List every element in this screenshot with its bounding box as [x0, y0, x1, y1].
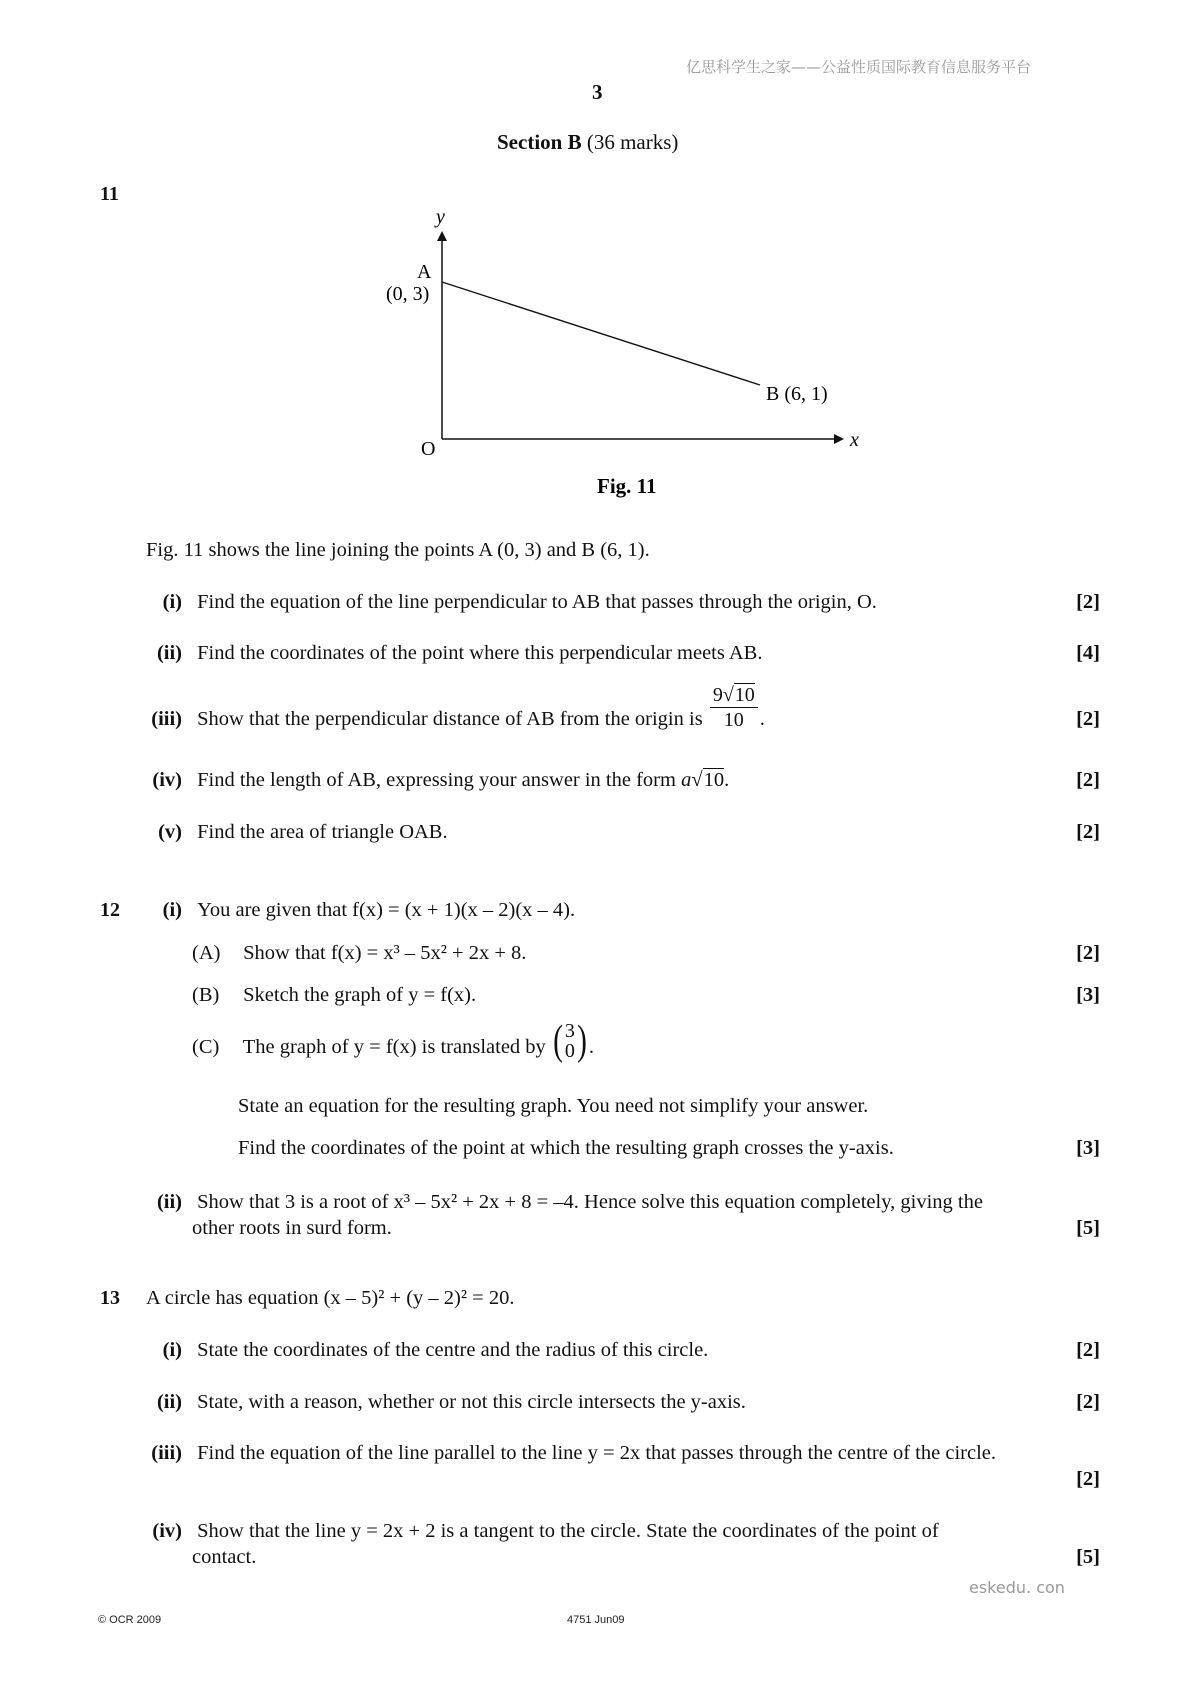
part-text: Find the length of AB, expressing your answer in the form [197, 769, 676, 791]
part-end: . [724, 769, 730, 791]
part-text: Find the coordinates of the point where this perpendicular meets AB. [197, 642, 763, 664]
fraction-9root10-over-10 [710, 684, 758, 731]
part-label: (i) [162, 899, 182, 921]
marks: [2] [1076, 1339, 1100, 1361]
section-rest: (36 marks) [581, 130, 679, 154]
subpart-label: (B) [192, 984, 220, 1006]
part-label: (i) [162, 1339, 182, 1361]
marks: [2] [1076, 942, 1100, 964]
subpart-text: Sketch the graph of y = f(x). [243, 984, 477, 1006]
subpart-text: Find the coordinates of the point at which the resulting graph crosses the y-axis. [238, 1137, 894, 1159]
q13-intro: A circle has equation (x – 5)² + (y – 2)² = 20. [146, 1287, 515, 1309]
radicand: 10 [703, 769, 725, 791]
q11-part-iv: (iv) Find the length of AB, expressing your answer in the form a√10. [2] [146, 767, 1100, 793]
x-axis-label: x [850, 429, 859, 451]
part-text: Find the equation of the line perpendicular to AB that passes through the origin, O. [197, 591, 877, 613]
part-text: Show that 3 is a root of x³ – 5x² + 2x + 8 = –4. Hence solve this equation completely, giving the [197, 1191, 983, 1213]
part-text: You are given that f(x) = (x + 1)(x – 2)(x – 4). [197, 899, 576, 921]
marks: [2] [1076, 821, 1100, 843]
part-label: (ii) [156, 1191, 182, 1213]
q11-part-iii [146, 683, 1100, 732]
left-paren: ( [553, 1018, 563, 1065]
part-label: (ii) [156, 642, 182, 664]
part-text: contact. [192, 1546, 257, 1568]
vector-top: 3 [564, 1020, 575, 1043]
q11-part-ii [146, 640, 1100, 666]
q12-part-i-c-line3 [146, 1135, 1100, 1161]
figure-11 [0, 0, 1190, 520]
part-text: Show that the perpendicular distance of AB from the origin is [197, 708, 703, 730]
marks: [5] [1076, 1546, 1100, 1568]
numerator-coefficient: 9 [712, 683, 723, 706]
vector-bottom: 0 [564, 1040, 575, 1063]
part-text: Show that the line y = 2x + 2 is a tangent to the circle. State the coordinates of the point of [197, 1520, 939, 1542]
q12-part-i-b [146, 982, 1100, 1008]
part-end: . [759, 708, 765, 730]
part-label: (iv) [152, 769, 182, 791]
q13-part-iii [146, 1440, 1100, 1466]
watermark-top: 亿思科学生之家——公益性质国际教育信息服务平台 [686, 58, 1032, 76]
point-b-label: B (6, 1) [766, 383, 828, 405]
subpart-text: Show that f(x) = x³ – 5x² + 2x + 8. [243, 942, 527, 964]
part-text: Find the area of triangle OAB. [197, 821, 448, 843]
question-number-11: 11 [100, 183, 119, 205]
q12-part-ii [146, 1189, 1100, 1215]
q12-part-i-c-line2 [146, 1093, 1100, 1119]
subpart-text: State an equation for the resulting graph. You need not simplify your answer. [238, 1095, 869, 1117]
marks: [4] [1076, 642, 1100, 664]
marks: [2] [1076, 1468, 1100, 1490]
watermark-bottom: eskedu. con [969, 1578, 1065, 1597]
q11-intro: Fig. 11 shows the line joining the points A (0, 3) and B (6, 1). [146, 539, 650, 561]
numerator-radicand: 10 [734, 683, 755, 706]
part-text: Find the equation of the line parallel to the line y = 2x that passes through the centre of the circle. [197, 1442, 996, 1464]
line-ab [442, 282, 760, 385]
q13-part-iv-line2 [146, 1544, 1100, 1570]
part-label: (ii) [156, 1391, 182, 1413]
footer-copyright: © OCR 2009 [98, 1614, 162, 1626]
part-text: other roots in surd form. [192, 1217, 392, 1239]
marks: [3] [1076, 984, 1100, 1006]
y-axis-label: y [436, 206, 445, 228]
q11-part-i [146, 589, 1100, 615]
right-paren: ) [577, 1018, 587, 1065]
marks: [2] [1076, 591, 1100, 613]
subpart-end: . [588, 1036, 595, 1058]
point-a-label: A [417, 261, 432, 283]
marks: [3] [1076, 1137, 1100, 1159]
page-number: 3 [592, 80, 603, 104]
part-label: (iv) [152, 1520, 182, 1542]
marks: [2] [1076, 708, 1100, 730]
subpart-label: (A) [192, 942, 221, 964]
marks: [5] [1076, 1217, 1100, 1239]
part-label: (v) [158, 821, 182, 843]
q12-part-i [146, 897, 1100, 923]
origin-label: O [421, 438, 436, 460]
q13-part-iv [146, 1518, 1100, 1544]
figure-caption: Fig. 11 [597, 474, 657, 498]
q12-part-i-a [146, 940, 1100, 966]
marks: [2] [1076, 1391, 1100, 1413]
part-text: State the coordinates of the centre and the radius of this circle. [197, 1339, 709, 1361]
question-number-13: 13 [100, 1287, 120, 1309]
subpart-text: The graph of y = f(x) is translated by [242, 1036, 546, 1058]
part-label: (iii) [151, 1442, 182, 1464]
marks: [2] [1076, 769, 1100, 791]
translation-vector [551, 1018, 589, 1065]
section-bold: Section B [497, 130, 582, 154]
fraction-denominator: 10 [723, 708, 744, 731]
q13-part-ii [146, 1389, 1100, 1415]
part-label: (i) [162, 591, 182, 613]
part-label: (iii) [151, 708, 182, 730]
q11-part-v [146, 819, 1100, 845]
vector-column [565, 1021, 575, 1061]
point-a-coords: (0, 3) [386, 283, 430, 305]
part-text: State, with a reason, whether or not this circle intersects the y-axis. [197, 1391, 746, 1413]
q12-part-i-c [146, 1018, 1100, 1065]
subpart-label: (C) [192, 1036, 220, 1058]
q13-part-i [146, 1337, 1100, 1363]
fraction-numerator: 9√10 [710, 684, 758, 708]
question-number-12: 12 [100, 899, 120, 921]
footer-paper-code: 4751 Jun09 [567, 1614, 625, 1626]
variable-a: a [681, 769, 692, 791]
q12-part-ii-line2 [146, 1215, 1100, 1241]
